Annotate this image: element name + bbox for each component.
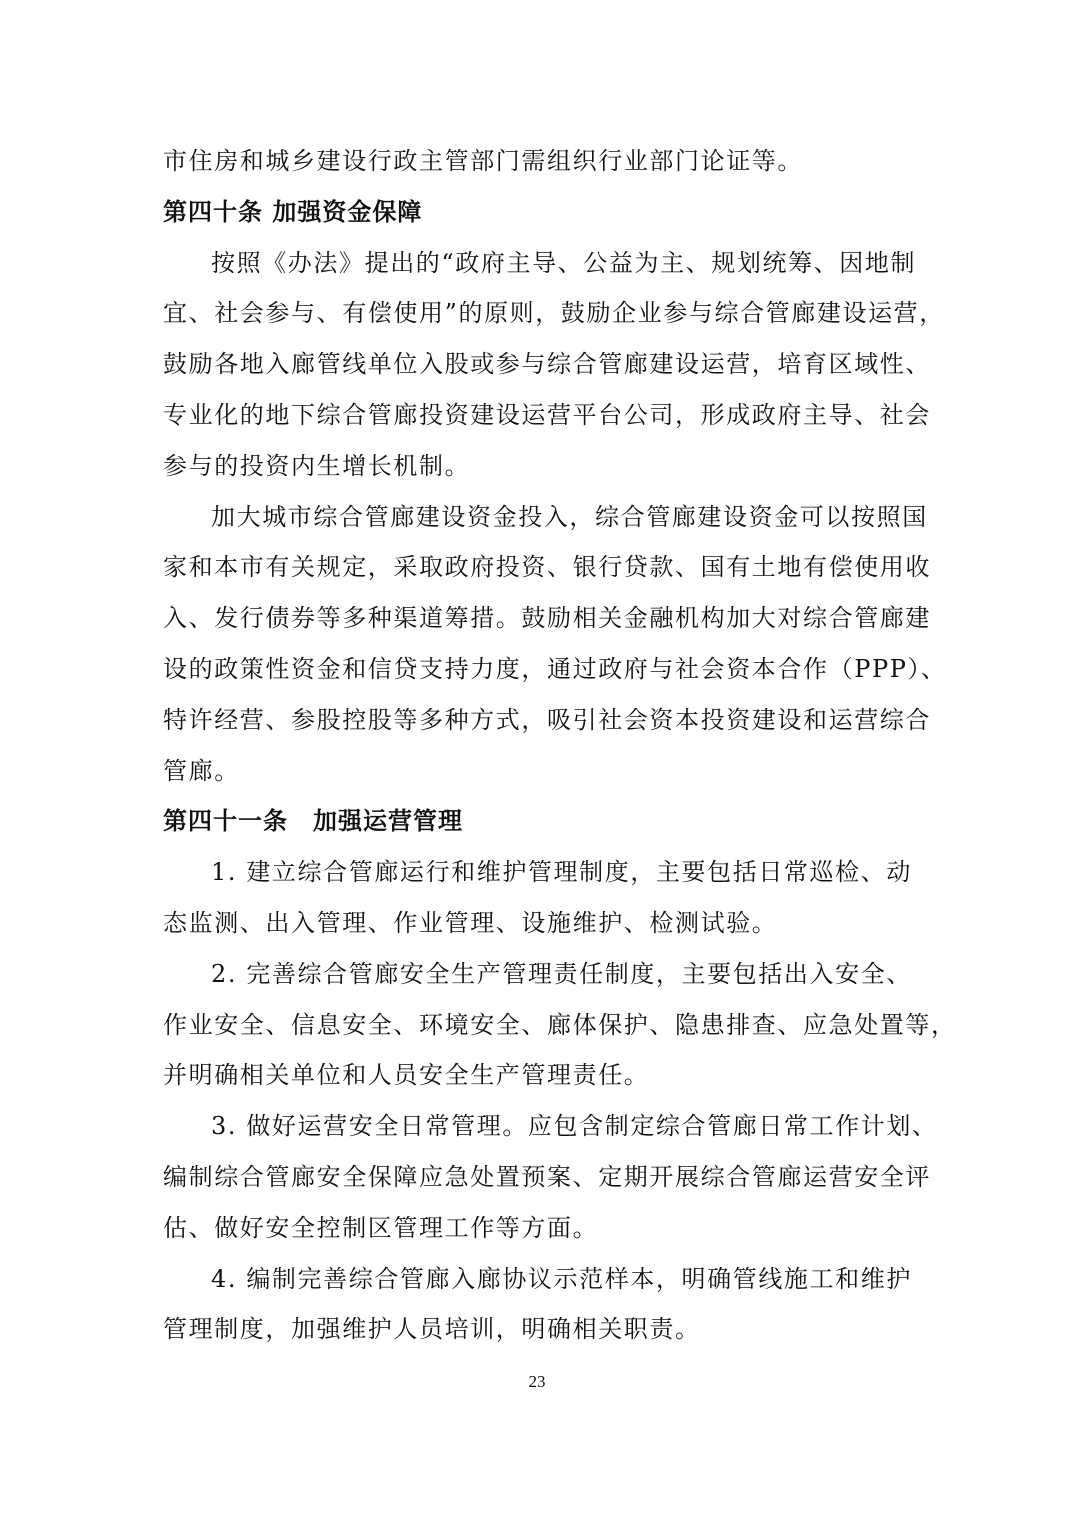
text-line: 2. 完善综合管廊安全生产管理责任制度，主要包括出入安全、 — [211, 959, 912, 988]
text-line: 市住房和城乡建设行政主管部门需组织行业部门论证等。 — [163, 147, 803, 175]
text-line: 设的政策性资金和信贷支持力度，通过政府与社会资本合作（PPP）、 — [163, 654, 947, 683]
text-line: 加大城市综合管廊建设资金投入，综合管廊建设资金可以按照国 — [211, 502, 928, 531]
text-line: 作业安全、信息安全、环境安全、廊体保护、隐患排查、应急处置等， — [163, 1010, 957, 1039]
text-line: 鼓励各地入廊管线单位入股或参与综合管廊建设运营，培育区域性、 — [163, 350, 931, 379]
text-line: 宜、社会参与、有偿使用”的原则，鼓励企业参与综合管廊建设运营， — [163, 299, 945, 328]
text-line: 3. 做好运营安全日常管理。应包含制定综合管廊日常工作计划、 — [211, 1112, 938, 1141]
text-line: 管理制度，加强维护人员培训，明确相关职责。 — [163, 1315, 701, 1344]
document-body — [163, 136, 957, 1355]
text-line: 编制综合管廊安全保障应急处置预案、定期开展综合管廊运营安全评 — [163, 1162, 931, 1191]
article-41-heading: 第四十一条 加强运营管理 — [163, 806, 463, 836]
text-line: 4. 编制完善综合管廊入廊协议示范样本，明确管线施工和维护 — [211, 1264, 912, 1293]
text-line: 参与的投资内生增长机制。 — [163, 451, 471, 480]
article-40-heading: 第四十条 加强资金保障 — [163, 196, 423, 226]
text-line: 按照《办法》提出的“政府主导、公益为主、规划统筹、因地制 — [211, 248, 917, 277]
text-line: 估、做好安全控制区管理工作等方面。 — [163, 1213, 599, 1242]
text-line: 特许经营、参股控股等多种方式，吸引社会资本投资建设和运营综合 — [163, 705, 931, 734]
text-line: 并明确相关单位和人员安全生产管理责任。 — [163, 1061, 650, 1090]
text-line: 态监测、出入管理、作业管理、设施维护、检测试验。 — [163, 908, 778, 937]
text-line: 专业化的地下综合管廊投资建设运营平台公司，形成政府主导、社会 — [163, 400, 931, 429]
text-line: 入、发行债券等多种渠道筹措。鼓励相关金融机构加大对综合管廊建 — [163, 604, 931, 633]
text-line: 家和本市有关规定，采取政府投资、银行贷款、国有土地有偿使用收 — [163, 553, 931, 582]
page-number: 23 — [528, 1372, 546, 1391]
text-line: 1. 建立综合管廊运行和维护管理制度，主要包括日常巡检、动 — [211, 858, 912, 887]
text-line: 管廊。 — [163, 756, 240, 785]
